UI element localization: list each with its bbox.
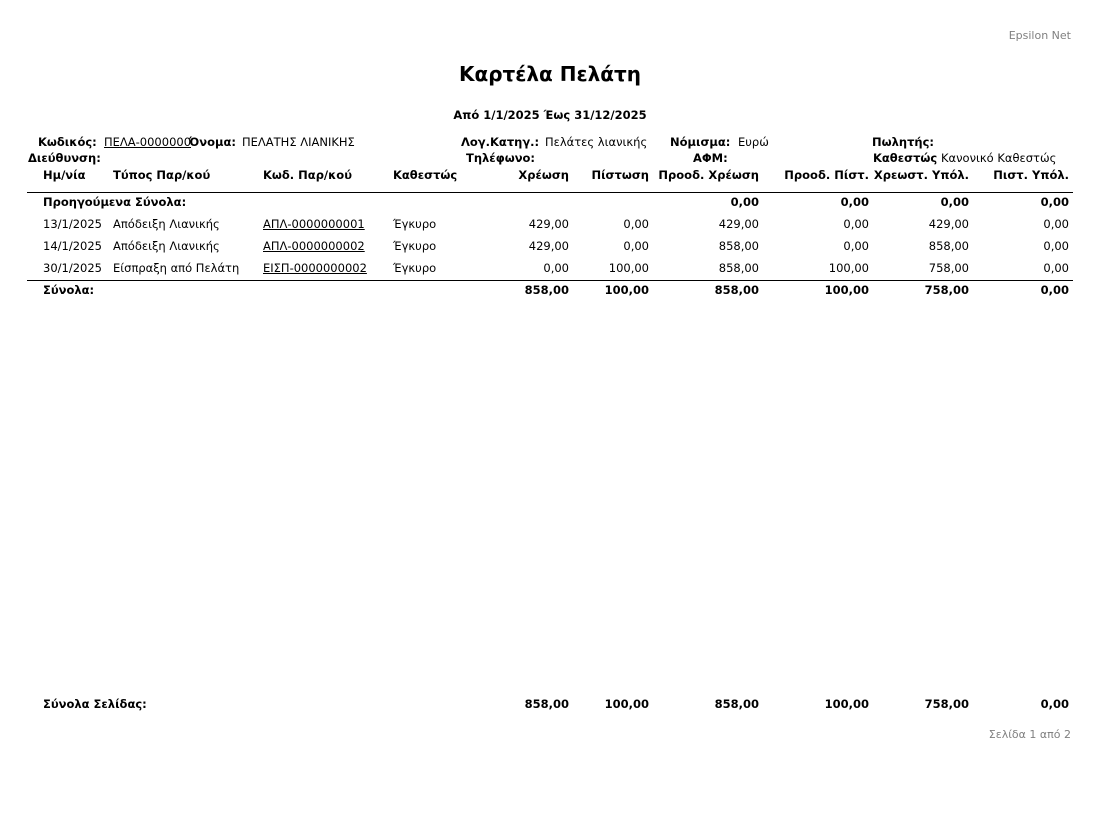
row-debit-balance: 429,00 xyxy=(928,217,969,231)
previous-value: 0,00 xyxy=(940,195,969,209)
status-value: Κανονικό Καθεστώς xyxy=(941,151,1057,165)
row-credit: 0,00 xyxy=(623,217,649,231)
totals-label: Σύνολα: xyxy=(43,283,95,297)
row-doc-link[interactable]: ΑΠΛ-0000000002 xyxy=(263,239,365,253)
col-status: Καθεστώς xyxy=(393,168,458,182)
row-debit-balance: 758,00 xyxy=(928,261,969,275)
vat-label: ΑΦΜ: xyxy=(693,151,728,165)
page-total-credit-balance: 0,00 xyxy=(1040,697,1069,711)
name-label: Όνομα: xyxy=(189,135,236,149)
company-name: Epsilon Net xyxy=(1008,29,1071,42)
page-total-debit-balance: 758,00 xyxy=(924,697,969,711)
row-progressive-debit: 858,00 xyxy=(718,239,759,253)
row-debit: 429,00 xyxy=(528,217,569,231)
row-progressive-credit: 100,00 xyxy=(828,261,869,275)
customer-name: ΠΕΛΑΤΗΣ ΛΙΑΝΙΚΗΣ xyxy=(242,135,355,149)
row-status: Έγκυρο xyxy=(393,261,437,275)
col-debit-balance: Χρεωστ. Υπόλ. xyxy=(873,168,969,182)
category-value: Πελάτες λιανικής xyxy=(545,135,648,149)
page-total-credit: 100,00 xyxy=(604,697,649,711)
col-debit: Χρέωση xyxy=(518,168,569,182)
row-debit: 0,00 xyxy=(543,261,569,275)
col-doc-code: Κωδ. Παρ/κού xyxy=(263,168,352,182)
previous-totals-label: Προηγούμενα Σύνολα: xyxy=(43,195,187,209)
row-credit-balance: 0,00 xyxy=(1043,217,1069,231)
col-progressive-credit: Προοδ. Πίστ. xyxy=(784,168,869,182)
col-credit-balance: Πιστ. Υπόλ. xyxy=(993,168,1069,182)
address-label: Διεύθυνση: xyxy=(28,151,101,165)
col-date: Ημ/νία xyxy=(43,168,86,182)
row-credit-balance: 0,00 xyxy=(1043,261,1069,275)
row-type: Απόδειξη Λιανικής xyxy=(113,239,220,253)
total-progressive-credit: 100,00 xyxy=(824,283,869,297)
code-label: Κωδικός: xyxy=(38,135,97,149)
total-debit: 858,00 xyxy=(524,283,569,297)
page-totals-label: Σύνολα Σελίδας: xyxy=(43,697,147,711)
col-credit: Πίστωση xyxy=(591,168,649,182)
row-type: Είσπραξη από Πελάτη xyxy=(113,261,240,275)
customer-code-link[interactable]: ΠΕΛΑ-0000000 xyxy=(104,135,192,149)
row-doc-link[interactable]: ΕΙΣΠ-0000000002 xyxy=(263,261,367,275)
status-label: Καθεστώς xyxy=(873,151,938,165)
row-progressive-debit: 429,00 xyxy=(718,217,759,231)
phone-label: Τηλέφωνο: xyxy=(466,151,536,165)
header-divider xyxy=(27,192,1073,193)
currency-value: Ευρώ xyxy=(738,135,769,149)
row-progressive-credit: 0,00 xyxy=(843,239,869,253)
seller-label: Πωλητής: xyxy=(872,135,935,149)
row-status: Έγκυρο xyxy=(393,217,437,231)
row-credit-balance: 0,00 xyxy=(1043,239,1069,253)
row-credit: 100,00 xyxy=(608,261,649,275)
row-type: Απόδειξη Λιανικής xyxy=(113,217,220,231)
row-doc-link[interactable]: ΑΠΛ-0000000001 xyxy=(263,217,365,231)
page-number: Σελίδα 1 από 2 xyxy=(988,728,1071,741)
row-date: 30/1/2025 xyxy=(43,261,102,275)
row-date: 13/1/2025 xyxy=(43,217,102,231)
total-progressive-debit: 858,00 xyxy=(714,283,759,297)
previous-value: 0,00 xyxy=(730,195,759,209)
total-credit-balance: 0,00 xyxy=(1040,283,1069,297)
page-total-progressive-credit: 100,00 xyxy=(824,697,869,711)
row-progressive-credit: 0,00 xyxy=(843,217,869,231)
previous-value: 0,00 xyxy=(840,195,869,209)
currency-label: Νόμισμα: xyxy=(670,135,731,149)
row-debit-balance: 858,00 xyxy=(928,239,969,253)
previous-value: 0,00 xyxy=(1040,195,1069,209)
page-total-debit: 858,00 xyxy=(524,697,569,711)
row-status: Έγκυρο xyxy=(393,239,437,253)
total-credit: 100,00 xyxy=(604,283,649,297)
col-progressive-debit: Προοδ. Χρέωση xyxy=(658,168,759,182)
category-label: Λογ.Κατηγ.: xyxy=(461,135,540,149)
row-credit: 0,00 xyxy=(623,239,649,253)
col-doc-type: Τύπος Παρ/κού xyxy=(113,168,211,182)
row-debit: 429,00 xyxy=(528,239,569,253)
page-total-progressive-debit: 858,00 xyxy=(714,697,759,711)
row-date: 14/1/2025 xyxy=(43,239,102,253)
row-progressive-debit: 858,00 xyxy=(718,261,759,275)
totals-divider xyxy=(27,280,1073,281)
report-period: Από 1/1/2025 Έως 31/12/2025 xyxy=(453,108,647,122)
report-title: Καρτέλα Πελάτη xyxy=(458,62,642,86)
total-debit-balance: 758,00 xyxy=(924,283,969,297)
